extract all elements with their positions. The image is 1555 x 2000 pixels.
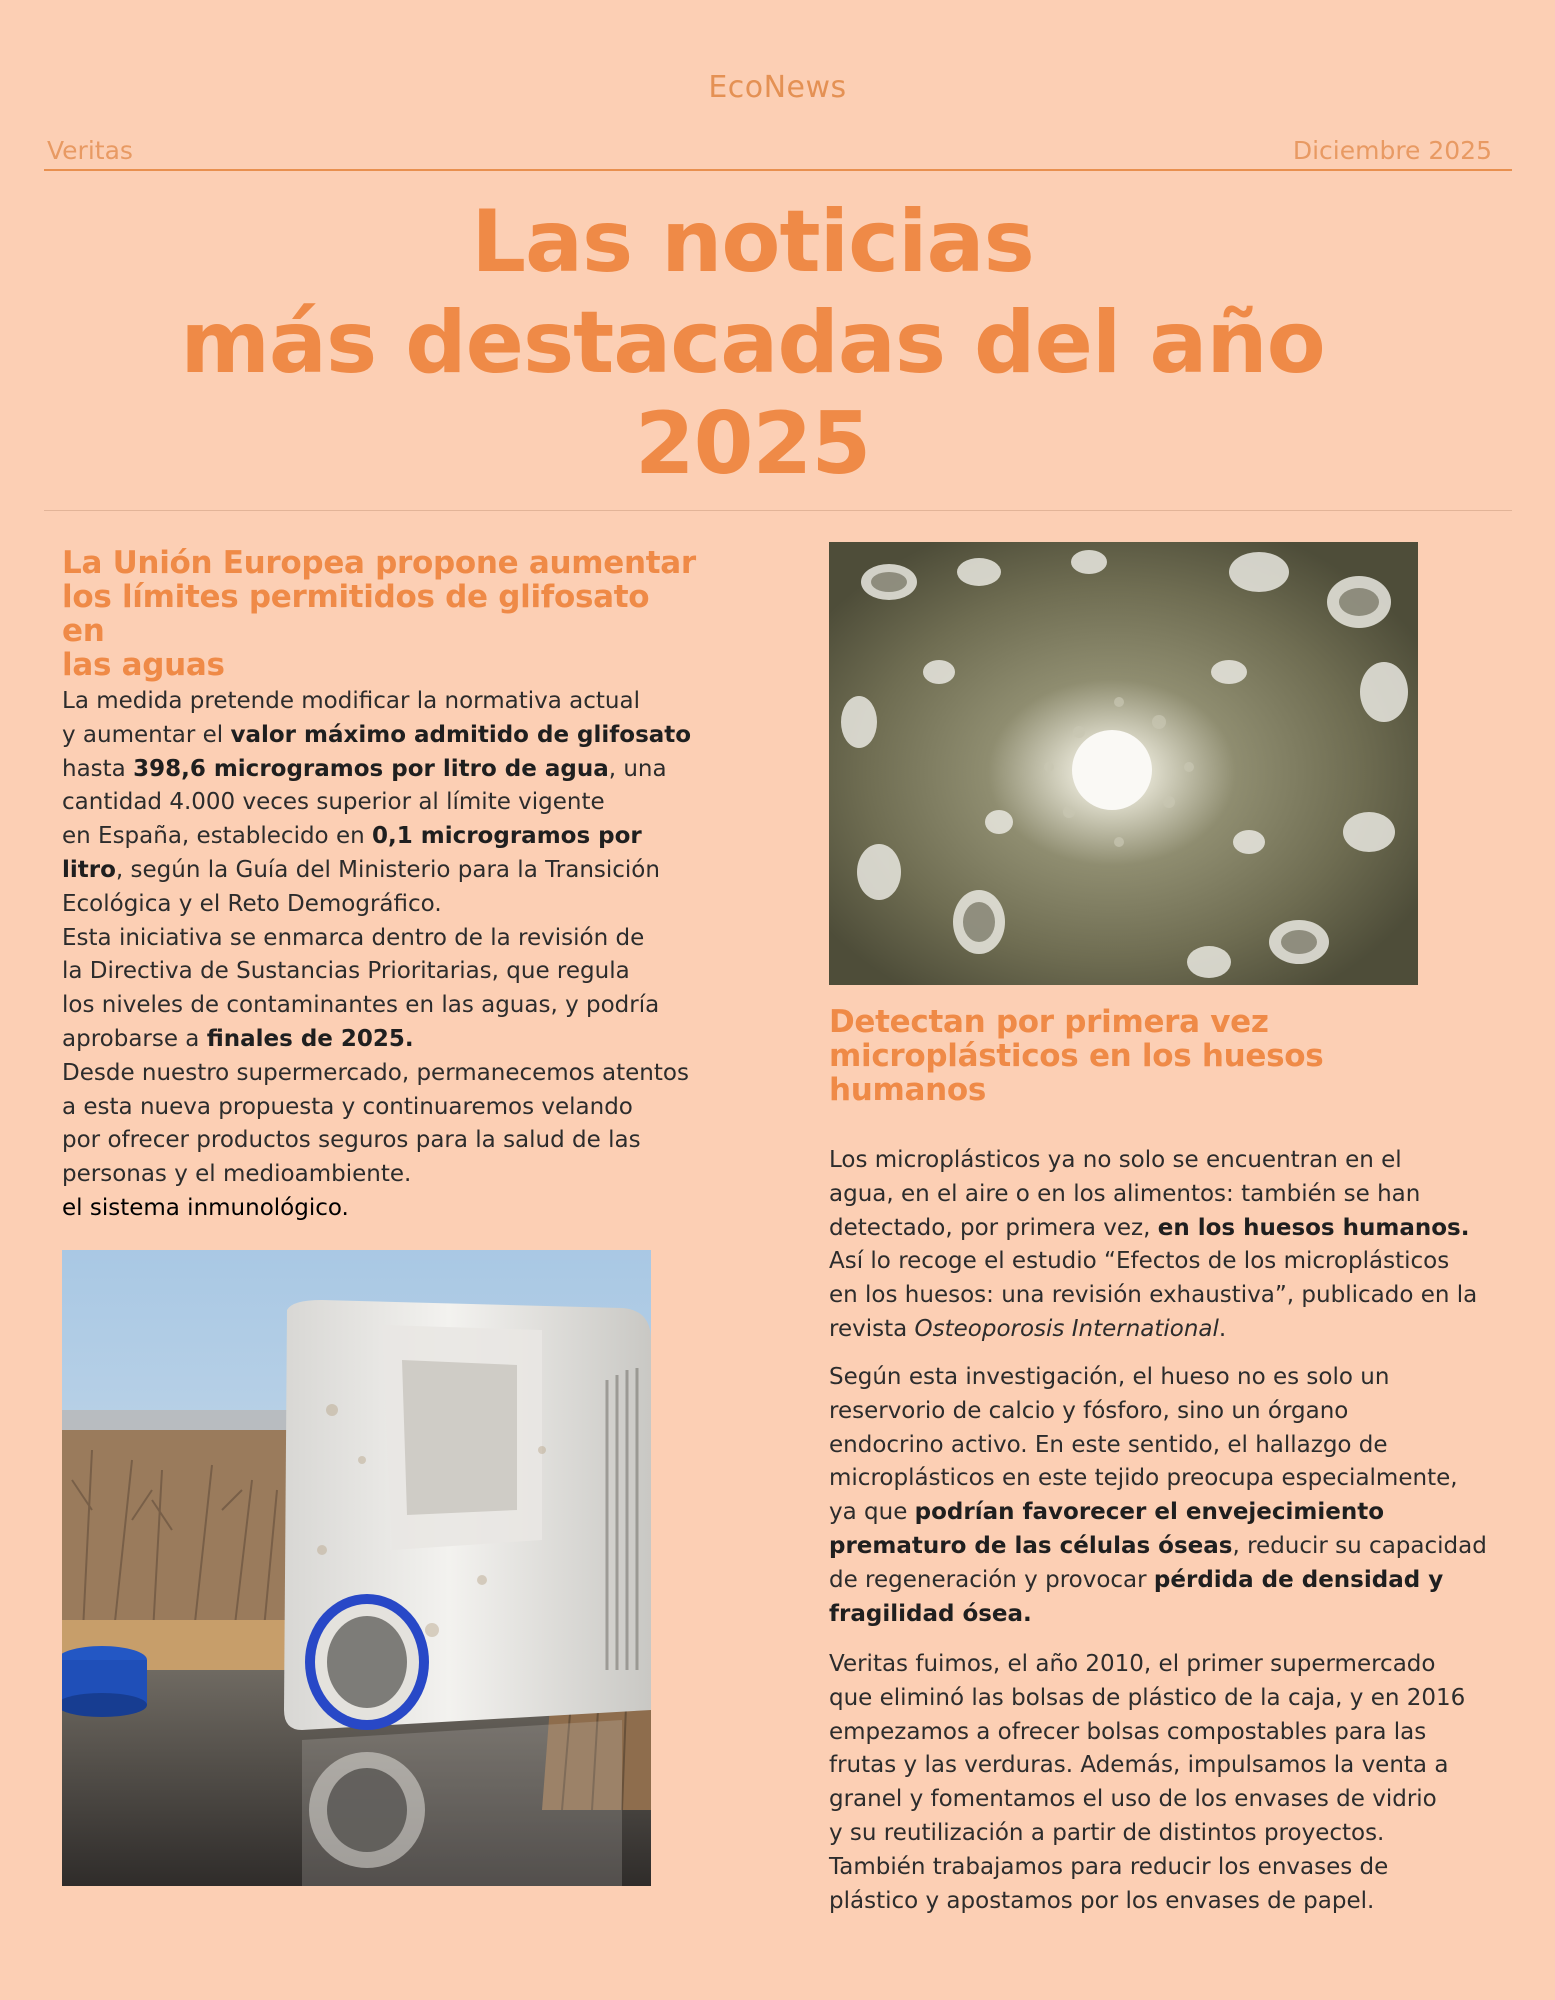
- body-line: Veritas fuimos, el año 2010, el primer supermercado: [829, 1651, 1436, 1677]
- body-line: detectado, por primera vez, en los huesos humanos.: [829, 1214, 1470, 1241]
- body-line: en los huesos: una revisión exhaustiva”, publicado en la: [829, 1282, 1478, 1309]
- body-line: granel y fomentamos el uso de los envases de vidrio: [829, 1786, 1437, 1813]
- title-line: Detectan por primera vez: [829, 1004, 1269, 1040]
- article-title-glifosato: [62, 546, 702, 682]
- body-line: hasta 398,6 microgramos por litro de agua, una: [62, 755, 667, 782]
- body-line: Así lo recoge el estudio “Efectos de los microplásticos: [829, 1248, 1450, 1275]
- body-line: Ecológica y el Reto Demográfico.: [62, 890, 442, 917]
- body-line: de regeneración y provocar pérdida de densidad y: [829, 1566, 1444, 1593]
- body-line: microplásticos en este tejido preocupa especialmente,: [829, 1465, 1458, 1492]
- body-line: revista Osteoporosis International.: [829, 1315, 1227, 1342]
- headline-divider: [44, 510, 1512, 511]
- page-headline: [100, 192, 1405, 495]
- body-line: Según esta investigación, el hueso no es solo un: [829, 1364, 1390, 1390]
- body-line: agua, en el aire o en los alimentos: también se han: [829, 1180, 1421, 1207]
- brand-name: EcoNews: [708, 70, 847, 105]
- body-line: empezamos a ofrecer bolsas compostables para las: [829, 1718, 1427, 1745]
- article-title-microplasticos: [829, 1005, 1449, 1107]
- body-line: endocrino activo. En este sentido, el hallazgo de: [829, 1431, 1388, 1458]
- body-line: y aumentar el valor máximo admitido de glifosato: [62, 721, 692, 748]
- body-line: La medida pretende modificar la normativa actual: [62, 688, 640, 714]
- body-line: También trabajamos para reducir los envases de: [829, 1853, 1389, 1880]
- body-line: los niveles de contaminantes en las aguas, y podría: [62, 992, 660, 1019]
- body-line: aprobarse a finales de 2025.: [62, 1025, 414, 1052]
- publisher-name: Veritas: [47, 136, 133, 165]
- title-line: las aguas: [62, 647, 225, 683]
- body-line: personas y el medioambiente.: [62, 1161, 412, 1188]
- issue-date: Diciembre 2025: [1292, 136, 1492, 165]
- title-line: los límites permitidos de glifosato en: [62, 579, 650, 649]
- headline-line-1: Las noticias: [471, 192, 1034, 292]
- title-line: humanos: [829, 1072, 987, 1108]
- body-line: y su reutilización a partir de distintos proyectos.: [829, 1819, 1385, 1846]
- plastic-jug-photo: [62, 1250, 651, 1886]
- headline-line-2: más destacadas del año: [180, 293, 1325, 393]
- body-line: fragilidad ósea.: [829, 1600, 1032, 1627]
- header-divider: [44, 169, 1512, 171]
- body-line: Los microplásticos ya no solo se encuentran en el: [829, 1147, 1402, 1173]
- body-line: prematuro de las células óseas, reducir su capacidad: [829, 1532, 1487, 1559]
- body-line: por ofrecer productos seguros para la salud de las: [62, 1127, 641, 1154]
- title-line: La Unión Europea propone aumentar: [62, 545, 696, 581]
- body-line: cantidad 4.000 veces superior al límite vigente: [62, 789, 605, 816]
- body-line: ya que podrían favorecer el envejecimiento: [829, 1499, 1385, 1526]
- body-line: en España, establecido en 0,1 microgramos por: [62, 823, 642, 850]
- article-paragraph-2: [829, 1361, 1487, 1631]
- microplastics-bone-photo: [829, 542, 1418, 985]
- body-line: plástico y apostamos por los envases de papel.: [829, 1887, 1375, 1914]
- headline-line-3: 2025: [634, 394, 871, 494]
- body-line: reservorio de calcio y fósforo, sino un órgano: [829, 1397, 1349, 1424]
- body-line: Desde nuestro supermercado, permanecemos atentos: [62, 1059, 689, 1086]
- body-line: Esta iniciativa se enmarca dentro de la revisión de: [62, 924, 645, 951]
- article-paragraph-3: [829, 1648, 1469, 1918]
- title-line: microplásticos en los huesos: [829, 1038, 1324, 1074]
- body-line: el sistema inmunológico.: [62, 1194, 349, 1221]
- article-paragraph-1: [829, 1144, 1478, 1347]
- body-line: litro, según la Guía del Ministerio para la Transición: [62, 856, 660, 883]
- body-line: la Directiva de Sustancias Prioritarias, que regula: [62, 958, 630, 985]
- article-body-glifosato: [62, 685, 702, 1226]
- body-line: frutas y las verduras. Además, impulsamos la venta a: [829, 1752, 1449, 1779]
- body-line: que eliminó las bolsas de plástico de la caja, y en 2016: [829, 1684, 1466, 1711]
- body-line: a esta nueva propuesta y continuaremos velando: [62, 1093, 633, 1120]
